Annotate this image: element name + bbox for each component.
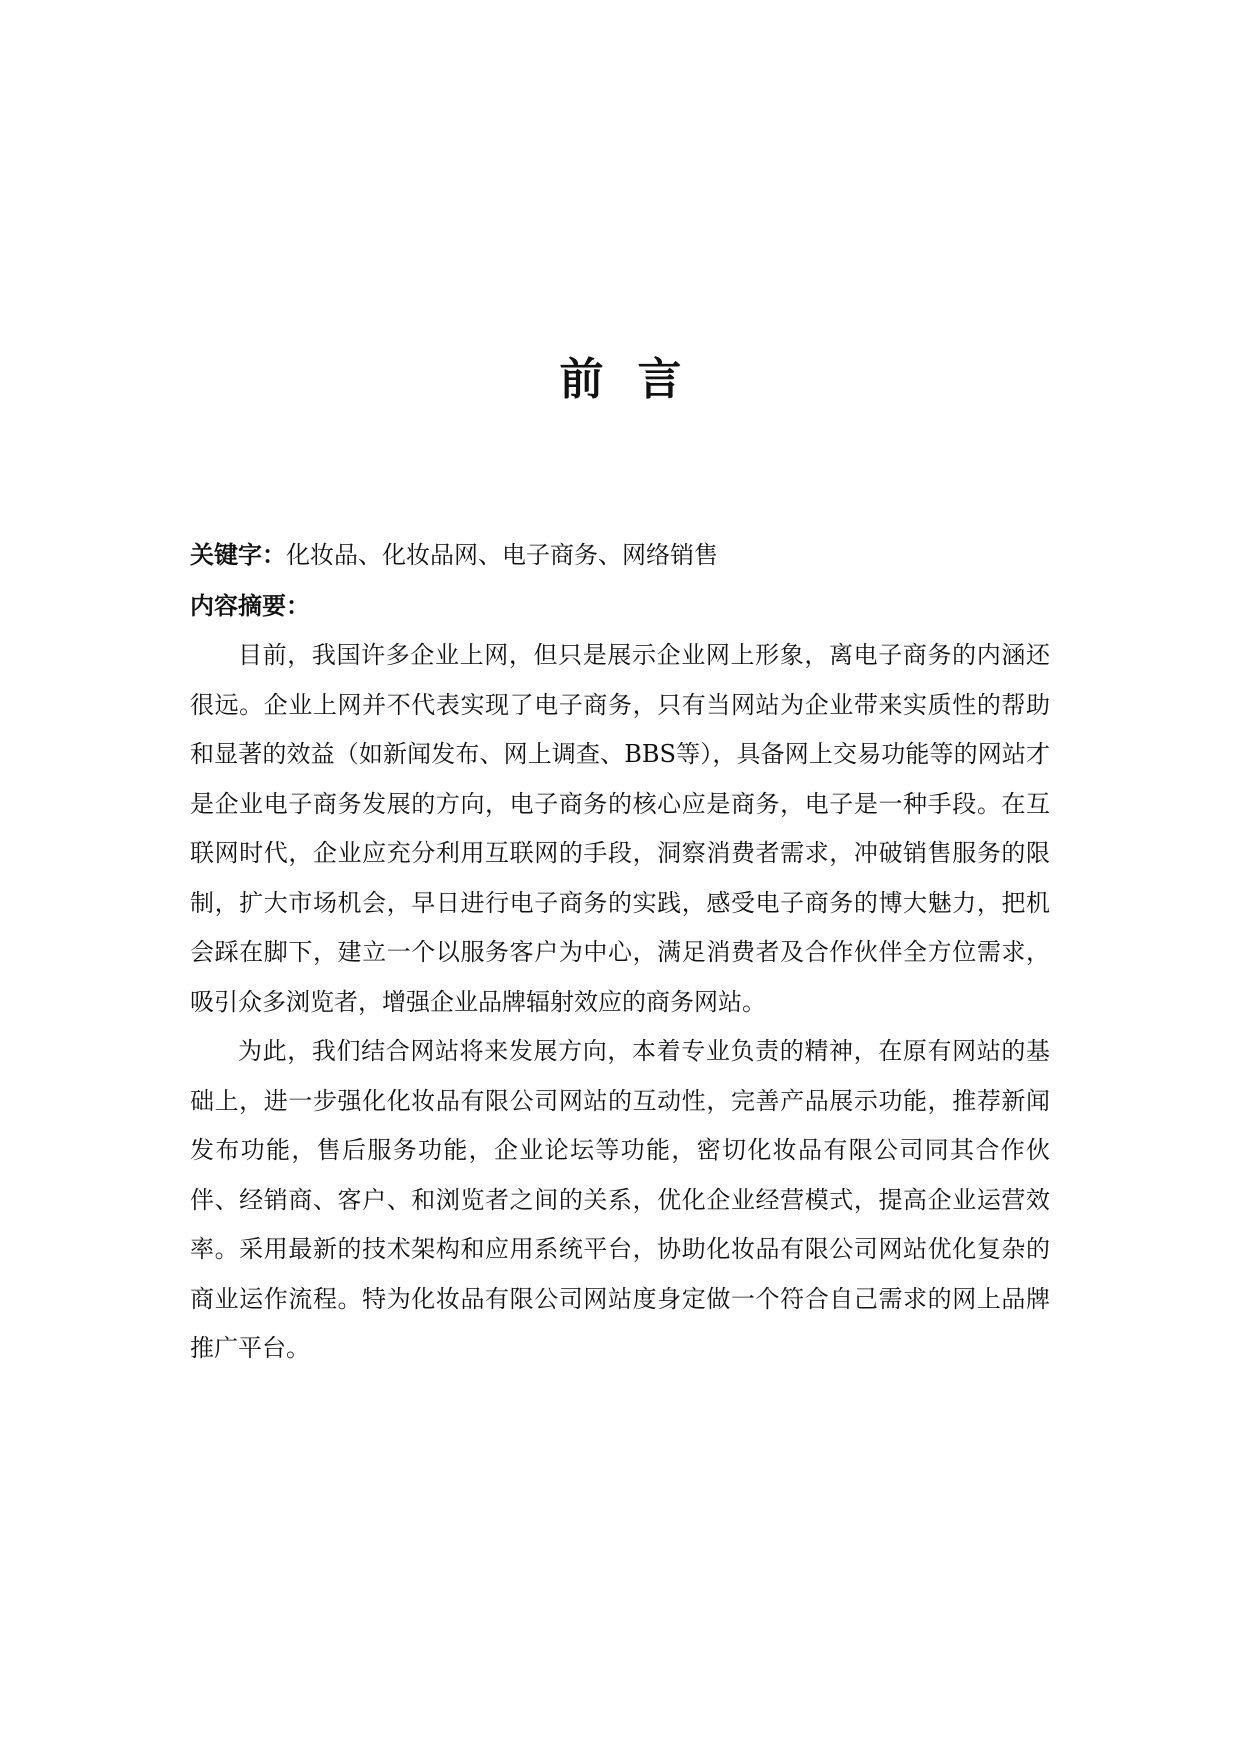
page-title: 前言 (559, 354, 716, 405)
abstract-paragraph-2: 为此，我们结合网站将来发展方向，本着专业负责的精神，在原有网站的基础上，进一步强化化妆品有限公司网站的互动性，完善产品展示功能，推荐新闻发布功能，售后服务功能，企业论坛等功能，密切化妆品有限公司同其合作伙伴、经销商、客户、和浏览者之间的关系，优化企业经营模式，提高企业运营效率。采用最新的技术架构和应用系统平台，协助化妆品有限公司网站优化复杂的商业运作流程。特为化妆品有限公司网站度身定做一个符合自己需求的网上品牌推广平台。 (190, 1037, 1050, 1362)
document-body (190, 530, 1050, 1374)
keywords-text: 化妆品、化妆品网、电子商务、网络销售 (286, 541, 718, 569)
abstract-paragraph-1: 目前，我国许多企业上网，但只是展示企业网上形象，离电子商务的内涵还很远。企业上网并不代表实现了电子商务，只有当网站为企业带来实质性的帮助和显著的效益（如新闻发布、网上调查、BBS等），具备网上交易功能等的网站才是企业电子商务发展的方向，电子商务的核心应是商务，电子是一种手段。在互联网时代，企业应充分利用互联网的手段，洞察消费者需求，冲破销售服务的限制，扩大市场机会，早日进行电子商务的实践，感受电子商务的博大魅力，把机会踩在脚下，建立一个以服务客户为中心，满足消费者及合作伙伴全方位需求，吸引众多浏览者，增强企业品牌辐射效应的商务网站。 (190, 641, 1050, 1016)
keywords-label: 关键字： (190, 540, 286, 569)
keywords-line (190, 530, 1050, 581)
abstract-label: 内容摘要： (190, 590, 310, 620)
abstract-heading (190, 581, 1050, 632)
